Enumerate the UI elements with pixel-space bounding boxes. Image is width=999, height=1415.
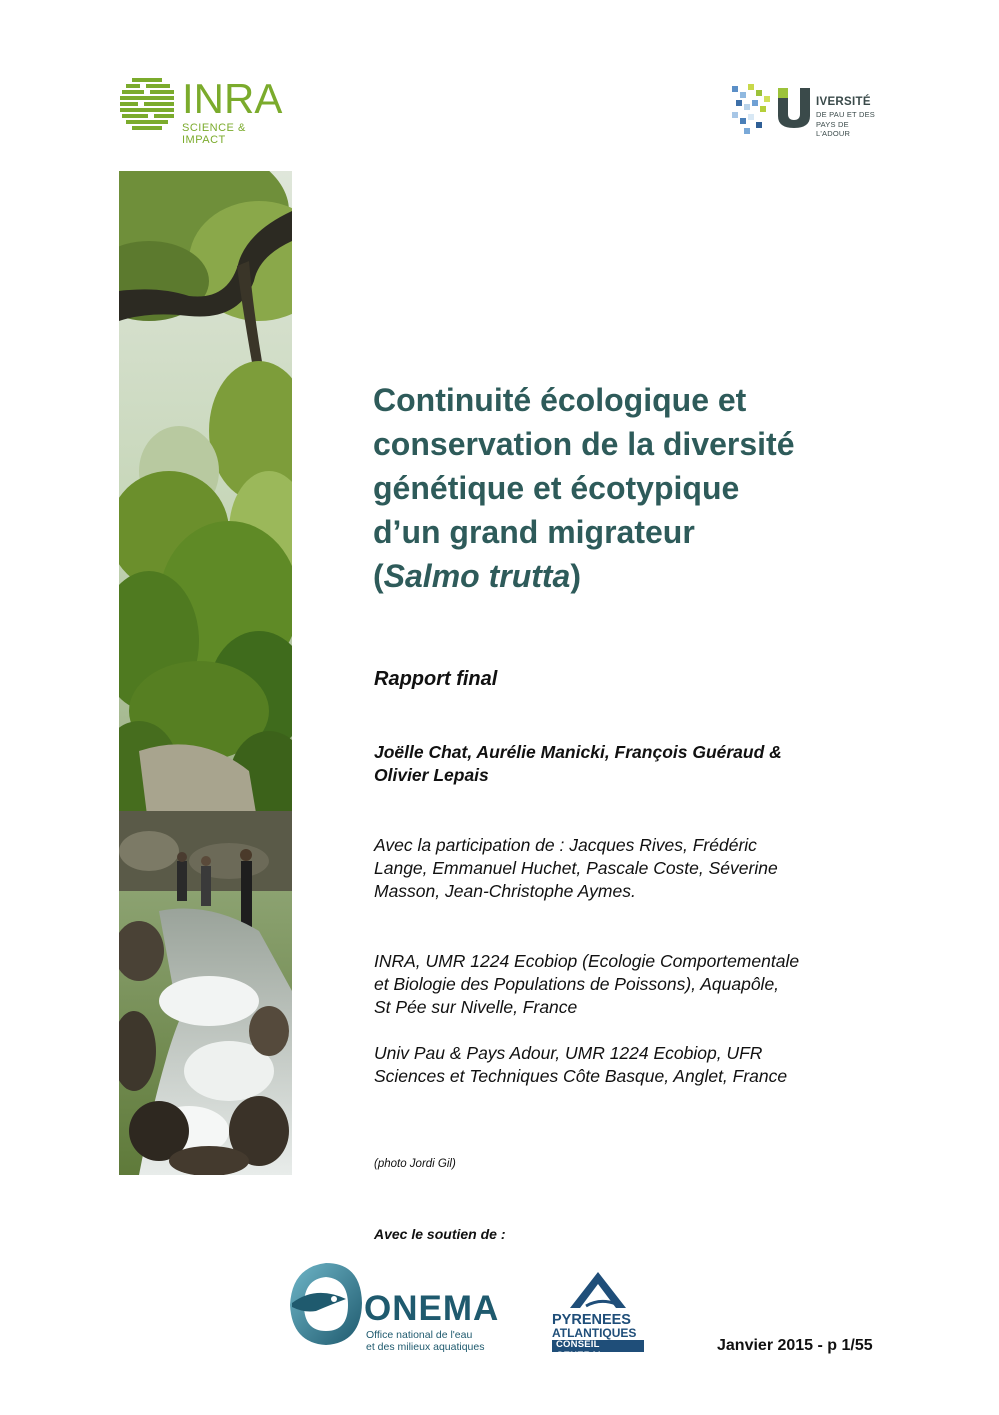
onema-logo <box>286 1255 531 1355</box>
participation-line: Lange, Emmanuel Huchet, Pascale Coste, Séverine <box>374 858 778 878</box>
report-subtitle: Rapport final <box>374 668 498 690</box>
document-title <box>373 378 893 598</box>
onema-text-line1: Office national de l'eau <box>366 1329 473 1341</box>
pixel-mosaic-icon <box>730 82 776 138</box>
inra-wordmark: INRA <box>182 75 283 122</box>
title-line: génétique et écotypique <box>373 470 740 506</box>
uppa-text-line1: IVERSITÉ <box>816 96 871 108</box>
affiliation-line: et Biologie des Populations de Poissons), Aquapôle, <box>374 974 780 994</box>
authors <box>374 741 874 787</box>
affiliation-line: INRA, UMR 1224 Ecobiop (Ecologie Comportementale <box>374 951 800 971</box>
participation-paragraph <box>374 834 884 903</box>
authors-line: Joëlle Chat, Aurélie Manicki, François Guéraud & <box>374 742 782 762</box>
uppa-u-icon <box>774 86 814 130</box>
pyrenees-text: PYRENEES <box>552 1312 631 1328</box>
affiliation-inra <box>374 950 884 1019</box>
photo-credit: (photo Jordi Gil) <box>374 1158 456 1170</box>
uppa-text-line3: PAYS DE L'ADOUR <box>816 120 851 138</box>
date-page-footer: Janvier 2015 - p 1/55 <box>717 1337 873 1354</box>
onema-wordmark: ONEMA <box>364 1289 500 1328</box>
uppa-logo <box>730 82 880 142</box>
participation-line: Masson, Jean-Christophe Aymes. <box>374 881 636 901</box>
title-line-species <box>373 554 893 598</box>
support-label: Avec le soutien de : <box>374 1226 506 1242</box>
affiliation-line: Univ Pau & Pays Adour, UMR 1224 Ecobiop, UFR <box>374 1043 763 1063</box>
title-line: Continuité écologique et <box>373 382 747 418</box>
mountain-icon <box>566 1268 630 1312</box>
onema-text-line2: et des milieux aquatiques <box>366 1341 485 1353</box>
forest-stream-photo <box>119 171 292 1175</box>
authors-line: Olivier Lepais <box>374 765 489 785</box>
pyrenees-atlantiques-logo <box>550 1268 646 1361</box>
title-paren-open: ( <box>373 558 384 594</box>
atlantiques-text: ATLANTIQUES <box>552 1326 637 1340</box>
inra-logo <box>118 72 288 146</box>
onema-fish-icon <box>286 1255 366 1355</box>
title-paren-close: ) <box>570 558 581 594</box>
title-line: conservation de la diversité <box>373 426 795 462</box>
affiliation-line: St Pée sur Nivelle, France <box>374 997 578 1017</box>
title-line: d’un grand migrateur <box>373 514 695 550</box>
affiliation-line: Sciences et Techniques Côte Basque, Anglet, France <box>374 1066 788 1086</box>
affiliation-uppa <box>374 1042 884 1088</box>
participation-line: Avec la participation de : Jacques Rives, Frédéric <box>374 835 757 855</box>
conseil-general-text: CONSEIL GENERAL <box>556 1339 604 1361</box>
inra-tagline: SCIENCE & IMPACT <box>182 122 246 146</box>
species-name: Salmo trutta <box>383 558 571 594</box>
inra-emblem-icon <box>118 76 178 132</box>
uppa-text-line2: DE PAU ET DES <box>816 110 876 119</box>
